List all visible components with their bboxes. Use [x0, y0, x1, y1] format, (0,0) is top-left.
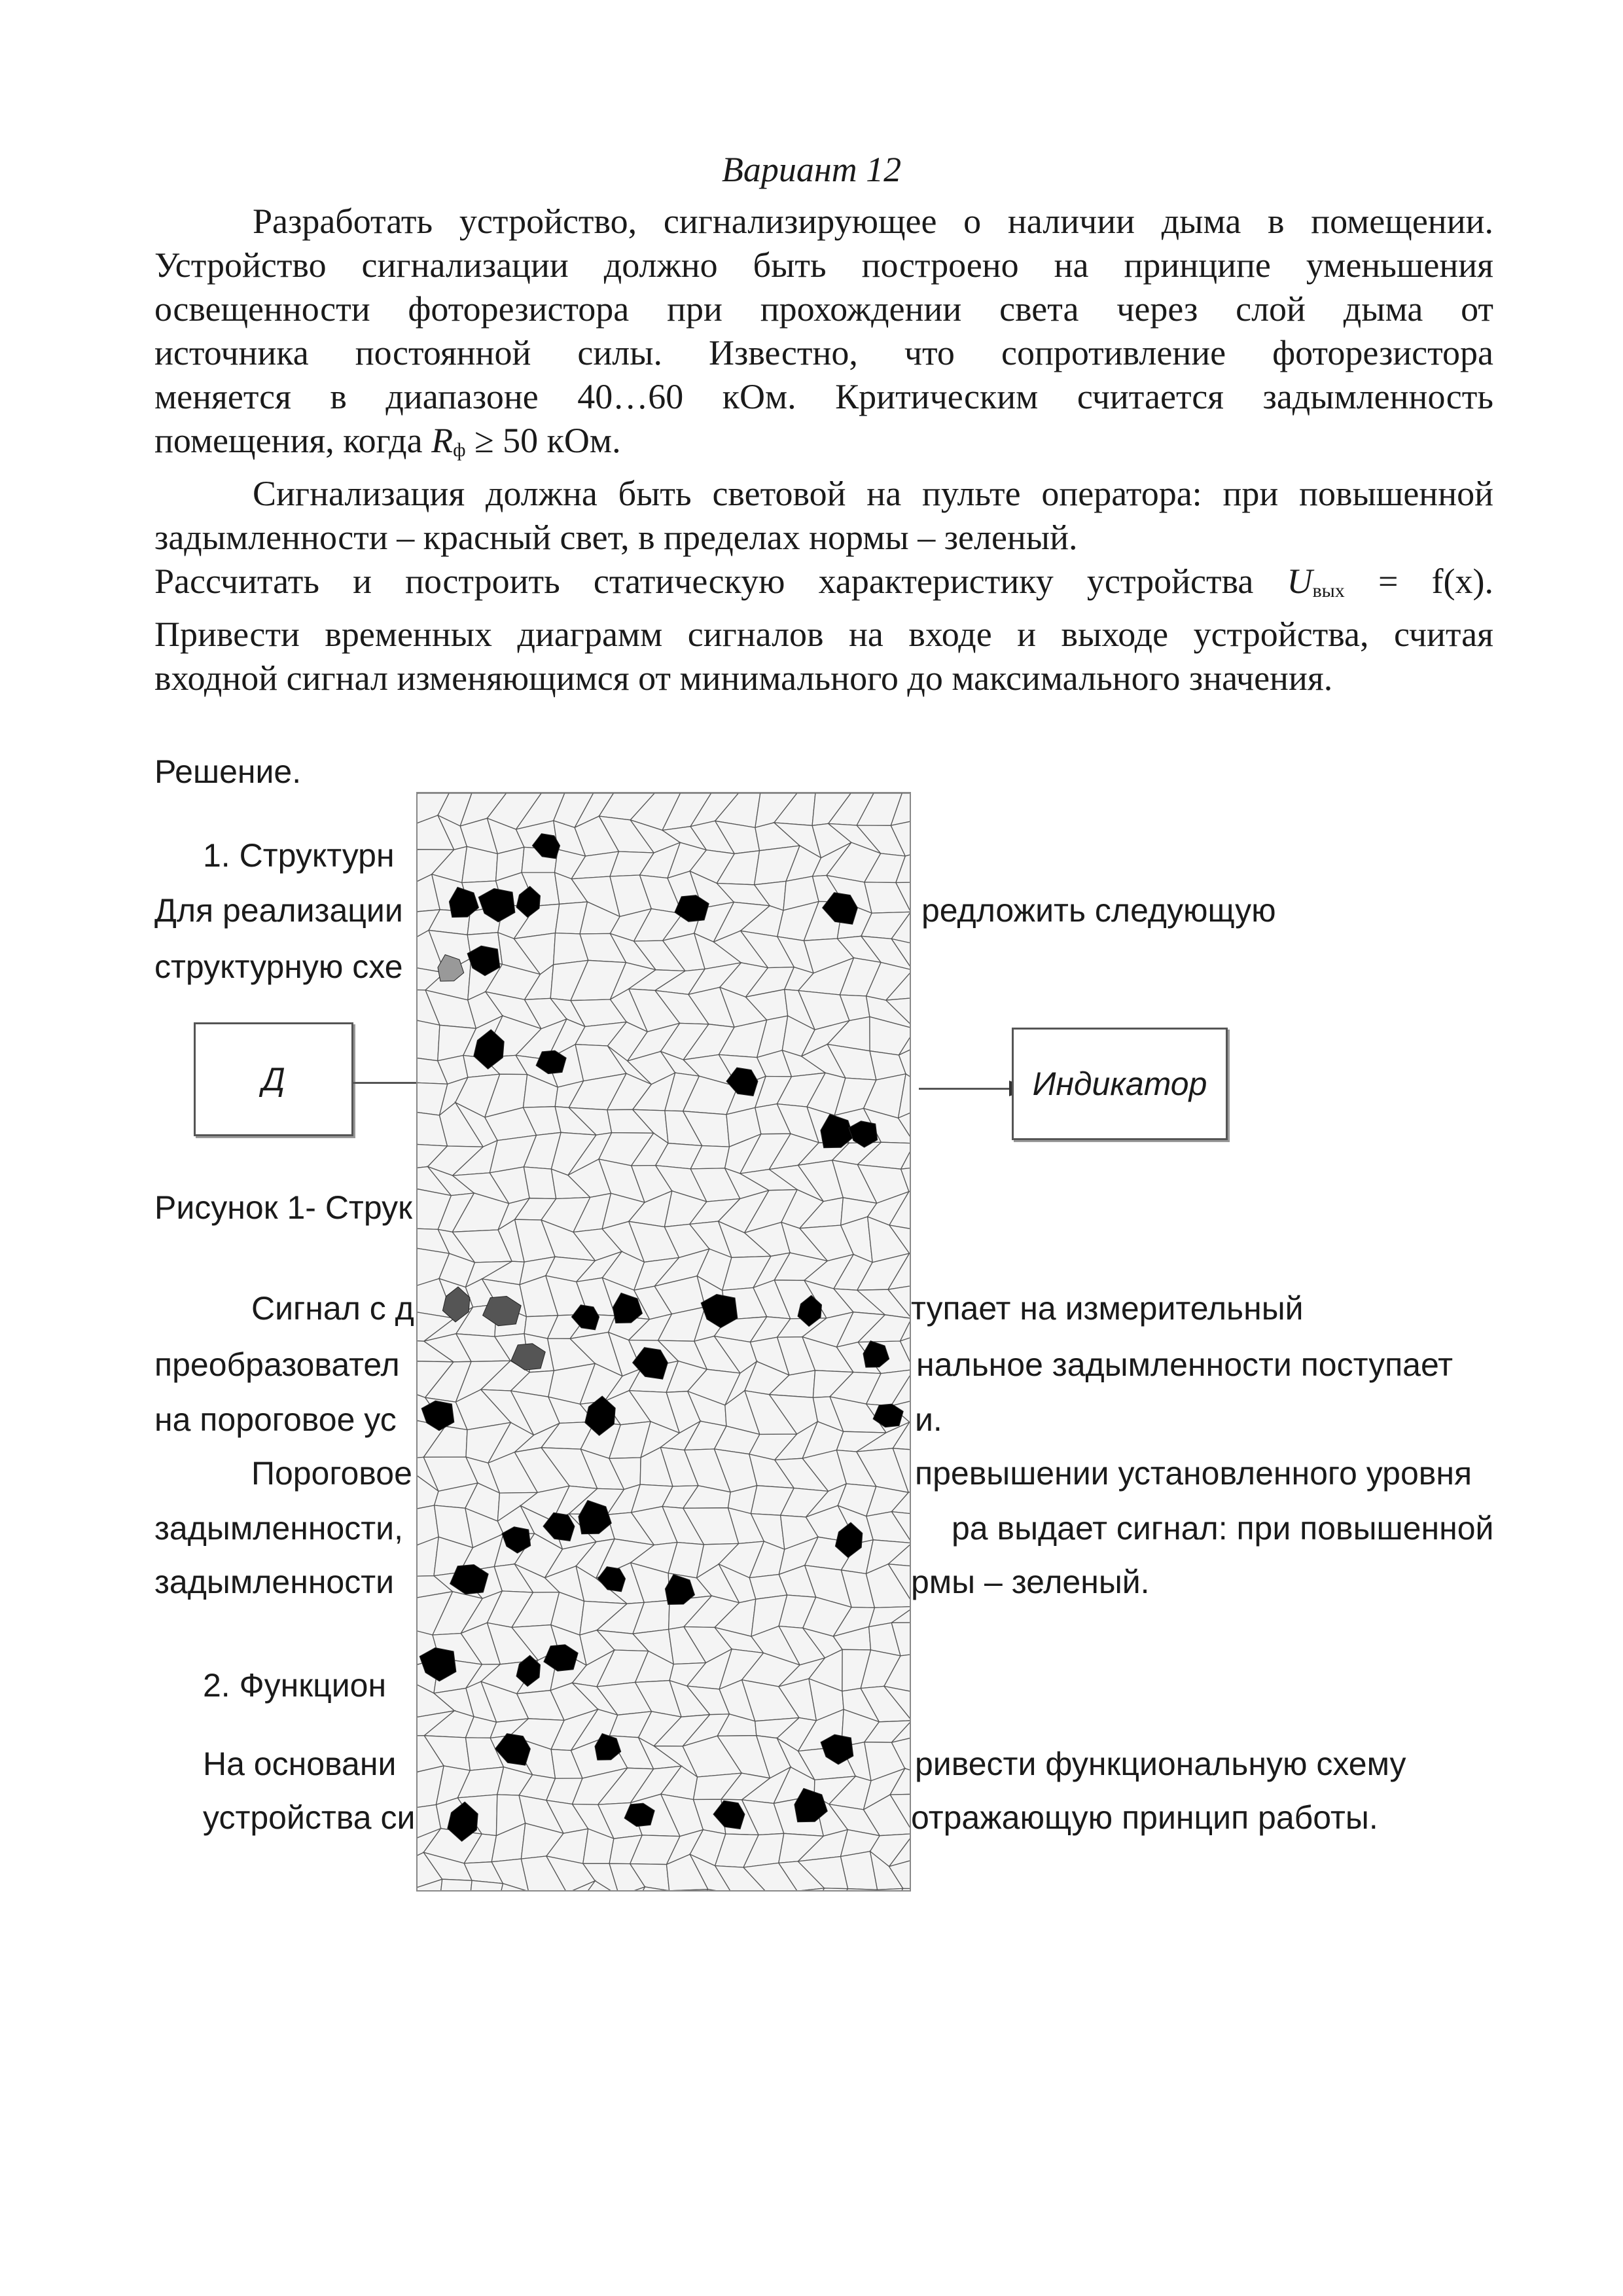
pa-left: Сигнал с д [251, 1290, 414, 1327]
pf-left: задымленности [154, 1564, 395, 1600]
pe-right: ра выдает сигнал: при повышенной [952, 1510, 1494, 1547]
sensor-block [194, 1022, 353, 1136]
s1-line2-left: структурную схе [154, 948, 403, 985]
s2-line2-left: устройства си [203, 1799, 416, 1836]
task-line-8: задымленности – красный свет, в пределах нормы – зеленый. [154, 518, 1078, 557]
task-line-5: меняется в диапазоне 40…60 кОм. Критическим считается задымленность [154, 377, 1493, 416]
sensor-block-label: Д [262, 1061, 285, 1098]
task-line-3: освещенности фоторезистора при прохождении света через слой дыма от [154, 289, 1493, 329]
indicator-block-label: Индикатор [1032, 1066, 1207, 1102]
mosaic-cell [524, 1167, 556, 1199]
task-line-4: источника постоянной силы. Известно, что сопротивление фоторезистора [154, 333, 1493, 372]
pa-right: тупает на измерительный [911, 1290, 1304, 1327]
arrow-line [919, 1088, 1024, 1090]
task-text [154, 200, 1493, 700]
mosaic-overlay [416, 792, 911, 1892]
solution-heading: Решение. [154, 753, 302, 790]
pe-left: задымленности, [154, 1510, 403, 1547]
pb-right: нальное задымленности поступает [916, 1346, 1453, 1383]
task-line-2: Устройство сигнализации должно быть построено на принципе уменьшения [154, 245, 1493, 285]
mosaic-pattern [418, 793, 910, 1890]
pc-right: и. [915, 1401, 942, 1438]
mosaic-cell [438, 1879, 473, 1890]
mosaic-cell [418, 1020, 440, 1061]
variant-title: Вариант 12 [721, 150, 902, 189]
s1-line1-left: Для реализации [154, 892, 403, 929]
task-line-1: Разработать устройство, сигнализирующее о наличии дыма в помещении. [253, 202, 1493, 241]
s1-line1-right: редложить следующую [921, 892, 1276, 929]
s2-line2-right: отражающую принцип работы. [911, 1799, 1378, 1836]
section-1-title: 1. Структурн [203, 837, 395, 874]
task-line-7: Сигнализация должна быть световой на пульте оператора: при повышенной [253, 474, 1493, 513]
pd-left: Пороговое [251, 1455, 412, 1492]
indicator-block [1012, 1028, 1228, 1140]
task-line-10: Привести временных диаграмм сигналов на входе и выходе устройства, считая [154, 615, 1493, 654]
task-line-6: помещения, когда $R_ф \ge 50$ кОм. [154, 421, 621, 461]
s2-line1-left: На основани [203, 1746, 397, 1782]
task-line-11: входной сигнал изменяющимся от минимального до максимального значения. [154, 658, 1333, 698]
pc-left: на пороговое ус [154, 1401, 397, 1438]
task-line-9: Рассчитать и построить статическую характеристику устройства $U_{вых} = f(x)$. [154, 562, 1494, 601]
section-2-title: 2. Функцион [203, 1667, 387, 1704]
pd-right: превышении установленного уровня [915, 1455, 1472, 1492]
pb-left: преобразовател [154, 1346, 400, 1383]
connector-line [351, 1082, 423, 1084]
figure-caption: Рисунок 1- Струк [154, 1189, 412, 1226]
pf-right: рмы – зеленый. [911, 1564, 1150, 1600]
s2-line1-right: ривести функциональную схему [915, 1746, 1406, 1782]
